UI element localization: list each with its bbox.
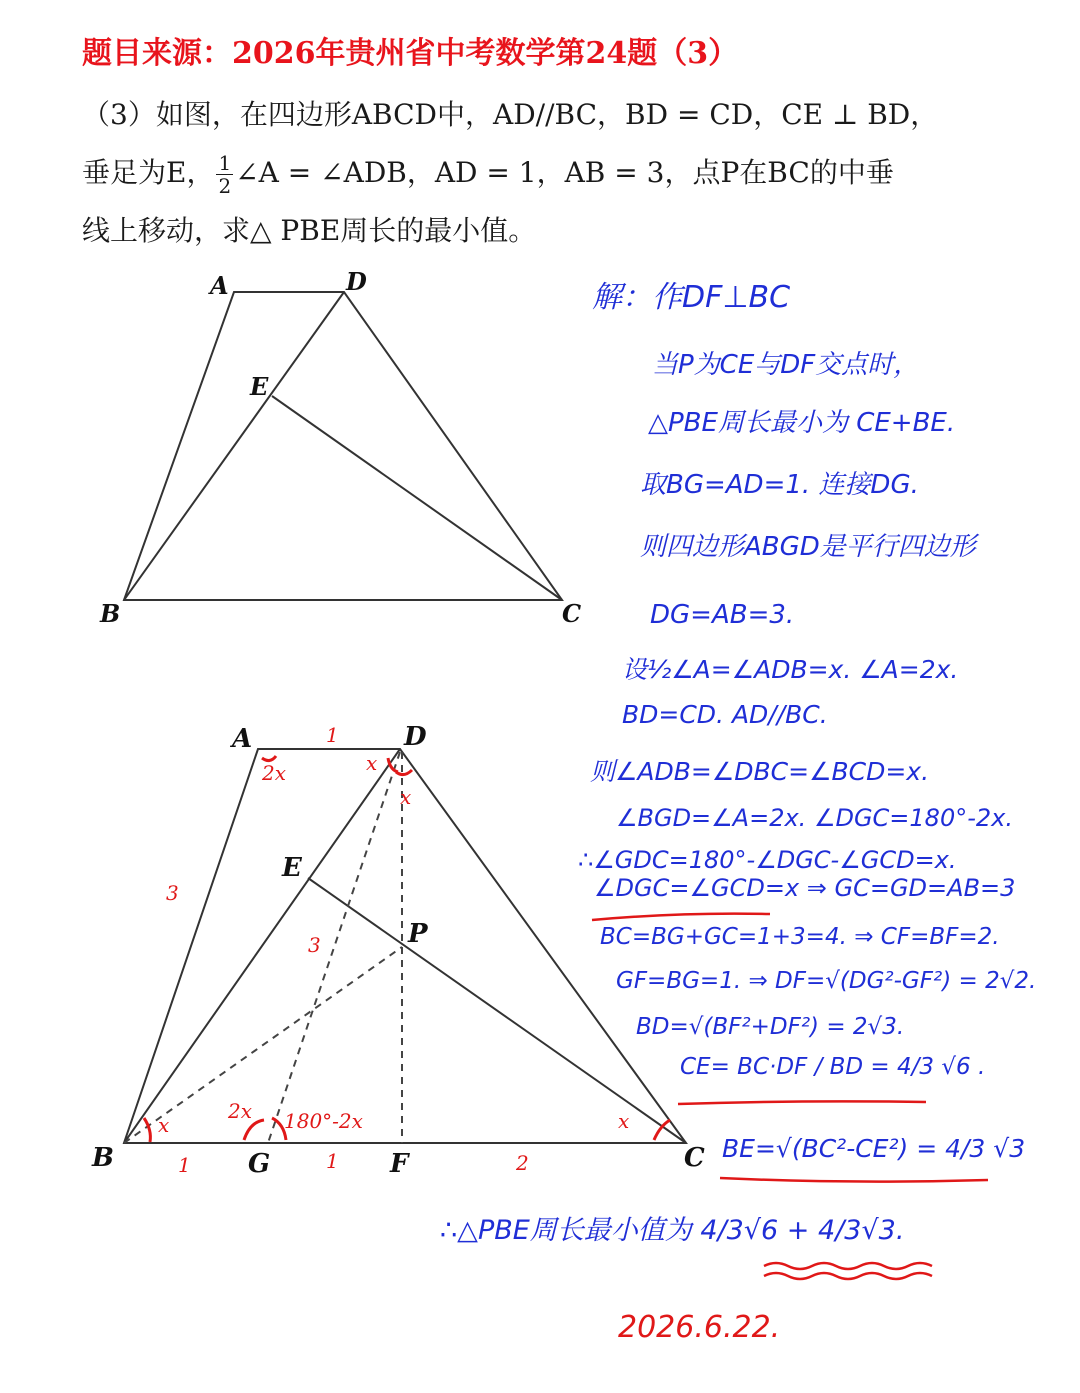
fraction-denominator: 2 bbox=[218, 174, 232, 198]
angle-mark-d-right bbox=[396, 770, 412, 775]
underline-ce-calc bbox=[678, 1101, 926, 1104]
solution-line-8: BD=CD. AD//BC. bbox=[622, 700, 828, 729]
solution-line-3: △PBE周长最小为 CE+BE. bbox=[648, 408, 956, 438]
fig1-label-e: E bbox=[250, 372, 269, 401]
underline-answer-wave-2 bbox=[764, 1273, 932, 1279]
underline-dgc bbox=[592, 914, 770, 920]
problem-line-2-prefix: 垂足为E， bbox=[82, 156, 215, 189]
fig2-label-c: C bbox=[684, 1143, 705, 1173]
underline-answer-wave bbox=[764, 1263, 932, 1269]
problem-line-3: 线上移动，求△ PBE周长的最小值。 bbox=[82, 214, 537, 247]
fraction-numerator: 1 bbox=[218, 151, 232, 175]
annot-angle-adb: x bbox=[366, 751, 378, 775]
annot-angle-bgd: 2x bbox=[228, 1099, 253, 1123]
fig1-label-c: C bbox=[562, 599, 582, 628]
fig2-label-f: F bbox=[390, 1149, 409, 1179]
solution-line-1: 解：作DF⊥BC bbox=[592, 280, 791, 315]
fig1-label-d: D bbox=[346, 267, 367, 296]
solution-line-11: ∴∠GDC=180°-∠DGC-∠GCD=x. bbox=[578, 846, 957, 874]
annot-ad-length: 1 bbox=[326, 723, 339, 747]
solution-line-10: ∠BGD=∠A=2x. ∠DGC=180°-2x. bbox=[616, 804, 1013, 832]
problem-line-2-suffix: ∠A = ∠ADB，AD = 1，AB = 3，点P在BC的中垂 bbox=[235, 156, 894, 189]
solution-line-14: GF=BG=1. ⇒ DF=√(DG²-GF²) = 2√2. bbox=[616, 968, 1037, 994]
annot-gf-length: 1 bbox=[326, 1149, 339, 1173]
annot-angle-a: 2x bbox=[262, 761, 287, 785]
angle-mark-g bbox=[244, 1120, 264, 1140]
solution-line-13: BC=BG+GC=1+3=4. ⇒ CF=BF=2. bbox=[600, 924, 1000, 950]
underline-be bbox=[720, 1178, 988, 1182]
fig2-label-b: B bbox=[92, 1143, 114, 1173]
solution-line-7: 设½∠A=∠ADB=x. ∠A=2x. bbox=[622, 655, 959, 684]
solution-line-16: CE= BC·DF / BD = 4/3 √6 . bbox=[680, 1054, 986, 1080]
source-title: 题目来源：2026年贵州省中考数学第24题（3） bbox=[82, 36, 739, 71]
solution-line-9: 则∠ADB=∠DBC=∠BCD=x. bbox=[590, 757, 930, 786]
solution-answer: ∴△PBE周长最小值为 4/3√6 + 4/3√3. bbox=[440, 1215, 905, 1246]
solution-line-4: 取BG=AD=1. 连接DG. bbox=[640, 470, 919, 500]
fig2-segment-bd bbox=[124, 749, 400, 1143]
fig2-dashed-dg bbox=[268, 752, 400, 1143]
fig2-label-e: E bbox=[282, 853, 302, 883]
angle-mark-b bbox=[144, 1118, 150, 1142]
solution-line-17: BE=√(BC²-CE²) = 4/3 √3 bbox=[722, 1134, 1026, 1163]
annot-angle-bdf: x bbox=[400, 785, 412, 809]
angle-mark-a bbox=[262, 756, 276, 761]
annot-angle-dgc: 180°-2x bbox=[284, 1109, 363, 1133]
problem-line-1: （3）如图，在四边形ABCD中，AD//BC，BD = CD，CE ⊥ BD， bbox=[82, 98, 939, 131]
fig2-label-d: D bbox=[404, 722, 427, 752]
solution-date: 2026.6.22. bbox=[618, 1310, 781, 1345]
annot-angle-c: x bbox=[618, 1109, 630, 1133]
annot-dg-length: 3 bbox=[308, 933, 321, 957]
segment-bd bbox=[124, 292, 344, 600]
fig1-label-b: B bbox=[100, 599, 121, 628]
annot-angle-b: x bbox=[158, 1113, 170, 1137]
solution-line-2: 当P为CE与DF交点时， bbox=[652, 350, 920, 380]
fig2-label-a: A bbox=[232, 724, 253, 754]
annot-ab-length: 3 bbox=[166, 881, 179, 905]
solution-line-15: BD=√(BF²+DF²) = 2√3. bbox=[636, 1014, 905, 1040]
fig1-label-a: A bbox=[210, 271, 229, 300]
annot-fc-length: 2 bbox=[516, 1151, 529, 1175]
fig2-label-p: P bbox=[408, 919, 428, 949]
fig2-label-g: G bbox=[248, 1149, 271, 1179]
solution-line-5: 则四边形ABGD是平行四边形 bbox=[640, 532, 976, 562]
solution-line-12: ∠DGC=∠GCD=x ⇒ GC=GD=AB=3 bbox=[594, 874, 1016, 902]
figure-2-construction bbox=[91, 722, 705, 1179]
annot-bg-length: 1 bbox=[178, 1153, 191, 1177]
segment-ce bbox=[272, 396, 562, 600]
solution-line-6: DG=AB=3. bbox=[650, 600, 795, 630]
